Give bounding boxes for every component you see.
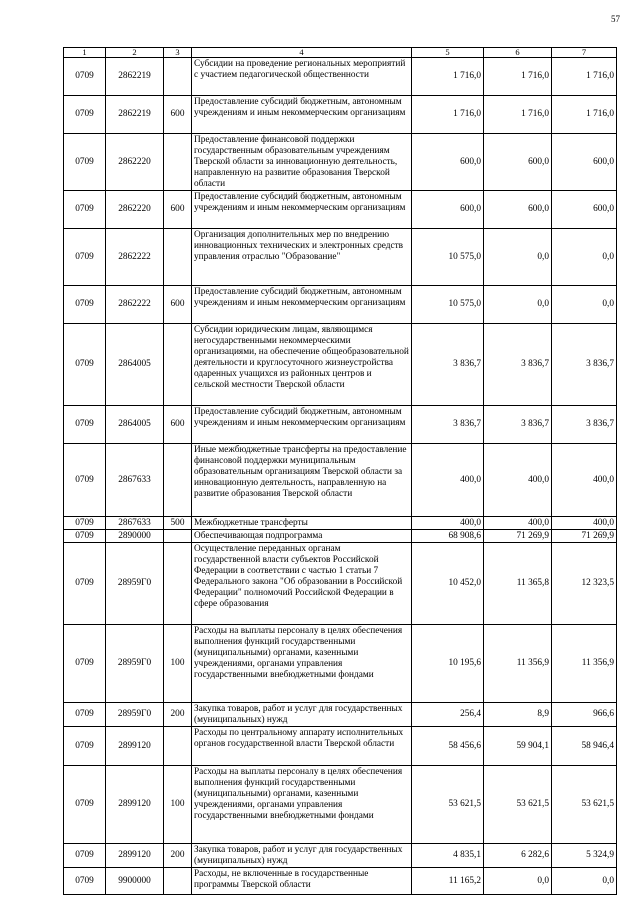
header-cell: 3: [164, 48, 192, 58]
expense-type-cell: 600: [164, 96, 192, 134]
amount-col5-cell: 11 165,2: [412, 868, 484, 895]
table-row: [64, 58, 617, 96]
expense-type-cell: 200: [164, 844, 192, 868]
section-code-cell: 0709: [64, 727, 106, 766]
expense-type-cell: 600: [164, 191, 192, 229]
amount-col7-cell: 400,0: [552, 444, 617, 517]
target-code-cell: 28959Г0: [106, 703, 164, 727]
header-cell: 2: [106, 48, 164, 58]
description-cell: Субсидии юридическим лицам, являющимся негосударственными некоммерческими организациями, на обеспечение общеобразовательной деятельности и круглосуточного жизнеустройства одаренных учащихся из районных центров и сельской местности Тверской области: [192, 324, 412, 406]
description-cell: Организация дополнительных мер по внедрению инновационных технических и электронных средств управления отраслью "Образование": [192, 229, 412, 286]
amount-col6-cell: 600,0: [484, 191, 552, 229]
table-row: [64, 766, 617, 844]
description-cell: Расходы на выплаты персоналу в целях обеспечения выполнения функций государственными (муниципальными) органами, казенными учреждениями, органами управления государственными внебюджетными фондами: [192, 766, 412, 844]
amount-col5-cell: 4 835,1: [412, 844, 484, 868]
expense-type-cell: [164, 543, 192, 625]
target-code-cell: 2864005: [106, 406, 164, 444]
amount-col6-cell: 400,0: [484, 444, 552, 517]
amount-col7-cell: 71 269,9: [552, 530, 617, 543]
section-code-cell: 0709: [64, 543, 106, 625]
description-cell: Закупка товаров, работ и услуг для государственных (муниципальных) нужд: [192, 844, 412, 868]
table-row: [64, 517, 617, 530]
section-code-cell: 0709: [64, 324, 106, 406]
amount-col7-cell: 0,0: [552, 286, 617, 324]
table-row: [64, 324, 617, 406]
table-row: [64, 703, 617, 727]
amount-col7-cell: 600,0: [552, 191, 617, 229]
description-cell: Расходы на выплаты персоналу в целях обеспечения выполнения функций государственными (муниципальными) органами, казенными учреждениями, органами управления государственными внебюджетными фондами: [192, 625, 412, 703]
description-cell: Предоставление субсидий бюджетным, автономным учреждениям и иным некоммерческим организациям: [192, 191, 412, 229]
amount-col6-cell: 1 716,0: [484, 58, 552, 96]
amount-col7-cell: 600,0: [552, 134, 617, 191]
table-header-row: [64, 48, 617, 58]
amount-col7-cell: 0,0: [552, 868, 617, 895]
expense-type-cell: 600: [164, 406, 192, 444]
expense-type-cell: [164, 324, 192, 406]
amount-col5-cell: 1 716,0: [412, 58, 484, 96]
table-row: [64, 543, 617, 625]
amount-col7-cell: 53 621,5: [552, 766, 617, 844]
target-code-cell: 2867633: [106, 517, 164, 530]
expense-type-cell: 600: [164, 286, 192, 324]
section-code-cell: 0709: [64, 844, 106, 868]
target-code-cell: 2862220: [106, 191, 164, 229]
amount-col6-cell: 6 282,6: [484, 844, 552, 868]
target-code-cell: 2867633: [106, 444, 164, 517]
section-code-cell: 0709: [64, 625, 106, 703]
amount-col6-cell: 3 836,7: [484, 324, 552, 406]
amount-col5-cell: 3 836,7: [412, 406, 484, 444]
target-code-cell: 2862219: [106, 96, 164, 134]
amount-col5-cell: 10 452,0: [412, 543, 484, 625]
amount-col6-cell: 8,9: [484, 703, 552, 727]
amount-col5-cell: 1 716,0: [412, 96, 484, 134]
expense-type-cell: [164, 727, 192, 766]
target-code-cell: 2899120: [106, 844, 164, 868]
header-cell: 7: [552, 48, 617, 58]
target-code-cell: 9900000: [106, 868, 164, 895]
header-cell: 1: [64, 48, 106, 58]
description-cell: Предоставление субсидий бюджетным, автономным учреждениям и иным некоммерческим организациям: [192, 96, 412, 134]
amount-col7-cell: 58 946,4: [552, 727, 617, 766]
description-cell: Предоставление субсидий бюджетным, автономным учреждениям и иным некоммерческим организациям: [192, 286, 412, 324]
description-cell: Обеспечивающая подпрограмма: [192, 530, 412, 543]
amount-col6-cell: 0,0: [484, 229, 552, 286]
amount-col7-cell: 12 323,5: [552, 543, 617, 625]
description-cell: Субсидии на проведение региональных мероприятий с участием педагогической общественности: [192, 58, 412, 96]
amount-col6-cell: 3 836,7: [484, 406, 552, 444]
amount-col7-cell: 1 716,0: [552, 96, 617, 134]
table-row: [64, 625, 617, 703]
section-code-cell: 0709: [64, 766, 106, 844]
amount-col5-cell: 400,0: [412, 517, 484, 530]
amount-col6-cell: 1 716,0: [484, 96, 552, 134]
amount-col7-cell: 3 836,7: [552, 406, 617, 444]
target-code-cell: 2890000: [106, 530, 164, 543]
table-row: [64, 868, 617, 895]
target-code-cell: 28959Г0: [106, 543, 164, 625]
expense-type-cell: [164, 444, 192, 517]
section-code-cell: 0709: [64, 58, 106, 96]
header-cell: 4: [192, 48, 412, 58]
page-number: 57: [611, 14, 620, 24]
target-code-cell: 2862222: [106, 229, 164, 286]
table-row: [64, 406, 617, 444]
amount-col5-cell: 600,0: [412, 134, 484, 191]
expense-type-cell: [164, 229, 192, 286]
expense-type-cell: [164, 58, 192, 96]
amount-col5-cell: 256,4: [412, 703, 484, 727]
amount-col5-cell: 10 195,6: [412, 625, 484, 703]
section-code-cell: 0709: [64, 134, 106, 191]
target-code-cell: 2864005: [106, 324, 164, 406]
amount-col6-cell: 400,0: [484, 517, 552, 530]
table-row: [64, 444, 617, 517]
amount-col7-cell: 0,0: [552, 229, 617, 286]
table-row: [64, 727, 617, 766]
amount-col6-cell: 53 621,5: [484, 766, 552, 844]
section-code-cell: 0709: [64, 191, 106, 229]
table-row: [64, 134, 617, 191]
amount-col7-cell: 966,6: [552, 703, 617, 727]
table-row: [64, 191, 617, 229]
amount-col5-cell: 600,0: [412, 191, 484, 229]
amount-col6-cell: 600,0: [484, 134, 552, 191]
amount-col5-cell: 53 621,5: [412, 766, 484, 844]
header-cell: 6: [484, 48, 552, 58]
expense-type-cell: [164, 530, 192, 543]
amount-col7-cell: 3 836,7: [552, 324, 617, 406]
amount-col5-cell: 58 456,6: [412, 727, 484, 766]
section-code-cell: 0709: [64, 703, 106, 727]
section-code-cell: 0709: [64, 517, 106, 530]
section-code-cell: 0709: [64, 406, 106, 444]
amount-col6-cell: 0,0: [484, 286, 552, 324]
table-row: [64, 844, 617, 868]
table-row: [64, 96, 617, 134]
expense-type-cell: 100: [164, 766, 192, 844]
target-code-cell: 2899120: [106, 766, 164, 844]
description-cell: Осуществление переданных органам государственной власти субъектов Российской Федерации в соответствии с частью 1 статьи 7 Федерального закона "Об образовании в Российской Федерации" полномочий Российской Федерации в сфере образования: [192, 543, 412, 625]
amount-col6-cell: 11 356,9: [484, 625, 552, 703]
amount-col7-cell: 5 324,9: [552, 844, 617, 868]
amount-col5-cell: 10 575,0: [412, 286, 484, 324]
target-code-cell: 2862220: [106, 134, 164, 191]
amount-col6-cell: 0,0: [484, 868, 552, 895]
description-cell: Расходы, не включенные в государственные программы Тверской области: [192, 868, 412, 895]
description-cell: Закупка товаров, работ и услуг для государственных (муниципальных) нужд: [192, 703, 412, 727]
expense-type-cell: [164, 134, 192, 191]
section-code-cell: 0709: [64, 229, 106, 286]
amount-col6-cell: 71 269,9: [484, 530, 552, 543]
header-cell: 5: [412, 48, 484, 58]
description-cell: Межбюджетные трансферты: [192, 517, 412, 530]
target-code-cell: 2862219: [106, 58, 164, 96]
amount-col5-cell: 10 575,0: [412, 229, 484, 286]
section-code-cell: 0709: [64, 530, 106, 543]
amount-col7-cell: 1 716,0: [552, 58, 617, 96]
table-row: [64, 229, 617, 286]
section-code-cell: 0709: [64, 286, 106, 324]
amount-col5-cell: 68 908,6: [412, 530, 484, 543]
table-row: [64, 286, 617, 324]
amount-col6-cell: 59 904,1: [484, 727, 552, 766]
section-code-cell: 0709: [64, 868, 106, 895]
target-code-cell: 2899120: [106, 727, 164, 766]
expense-type-cell: [164, 868, 192, 895]
description-cell: Предоставление субсидий бюджетным, автономным учреждениям и иным некоммерческим организациям: [192, 406, 412, 444]
expense-type-cell: 200: [164, 703, 192, 727]
table-row: [64, 530, 617, 543]
description-cell: Расходы по центральному аппарату исполнительных органов государственной власти Тверской области: [192, 727, 412, 766]
section-code-cell: 0709: [64, 444, 106, 517]
section-code-cell: 0709: [64, 96, 106, 134]
description-cell: Предоставление финансовой поддержки государственным образовательным учреждениям Тверской области за инновационную деятельность, направленную на развитие образования Тверской области: [192, 134, 412, 191]
expense-type-cell: 100: [164, 625, 192, 703]
amount-col5-cell: 3 836,7: [412, 324, 484, 406]
description-cell: Иные межбюджетные трансферты на предоставление финансовой поддержки муниципальным образовательным организациям Тверской области за инновационную деятельность, направленную на развитие образования Тверской области: [192, 444, 412, 517]
amount-col5-cell: 400,0: [412, 444, 484, 517]
target-code-cell: 28959Г0: [106, 625, 164, 703]
budget-table: [63, 47, 617, 895]
amount-col6-cell: 11 365,8: [484, 543, 552, 625]
amount-col7-cell: 11 356,9: [552, 625, 617, 703]
amount-col7-cell: 400,0: [552, 517, 617, 530]
target-code-cell: 2862222: [106, 286, 164, 324]
expense-type-cell: 500: [164, 517, 192, 530]
